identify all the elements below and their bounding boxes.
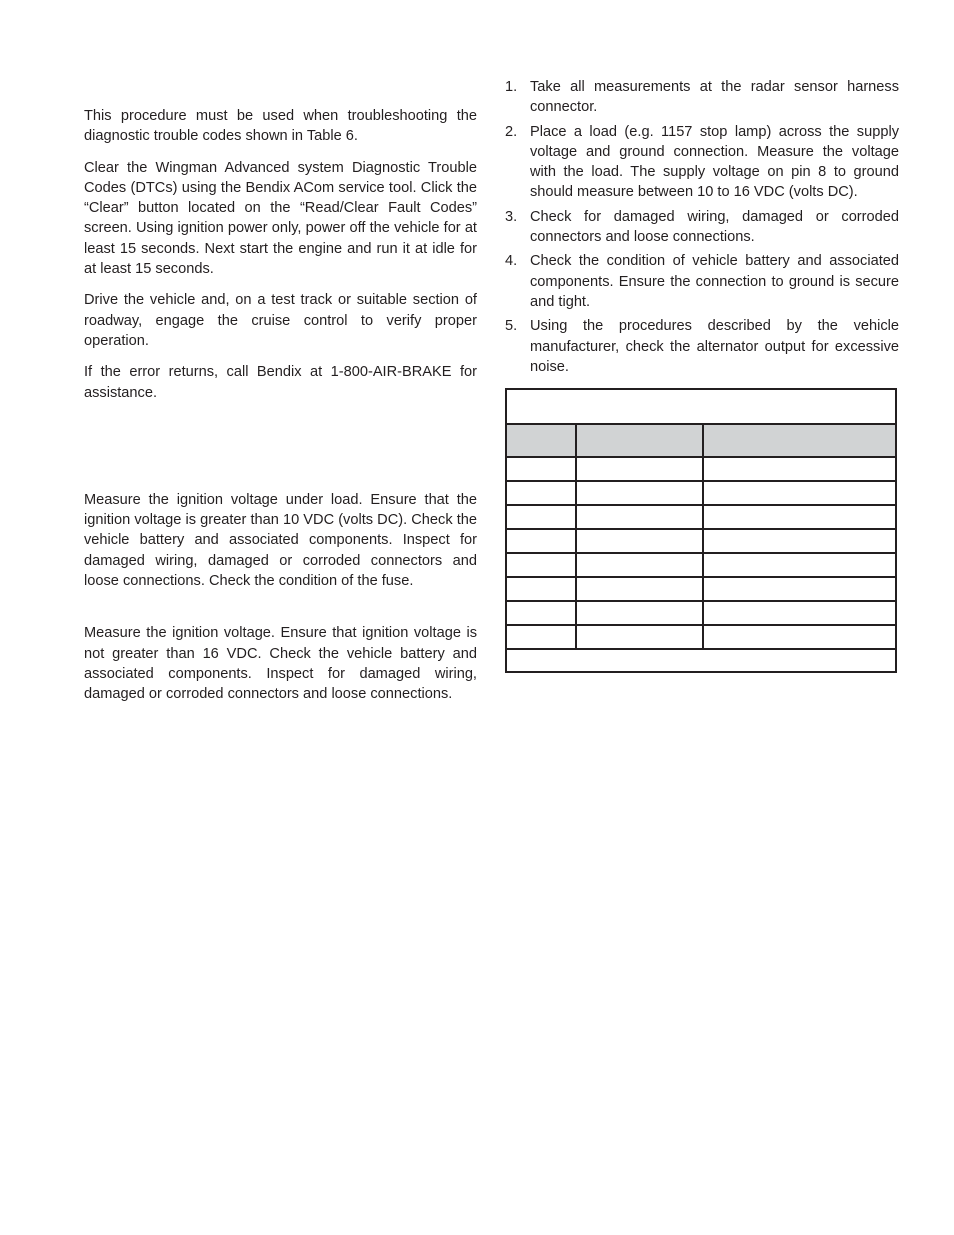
table-cell <box>704 530 895 552</box>
table-row <box>507 602 895 626</box>
clear-dtcs-paragraph: Clear the Wingman Advanced system Diagnostic Trouble Codes (DTCs) using the Bendix ACom service tool. Click the “Clear” button located on the “Read/Clear Fault Codes” screen. Using ignition power only, power off the vehicle for at least 15 seconds. Next start the engine and run it at idle for at least 15 seconds. <box>84 159 477 278</box>
table-cell <box>704 602 895 624</box>
procedure-step: 1. Take all measurements at the radar sensor harness connector. <box>505 79 899 116</box>
table-cell <box>704 578 895 600</box>
table-row <box>507 458 895 482</box>
procedure-step: 4. Check the condition of vehicle battery and associated components. Ensure the connection to ground is secure and tight. <box>505 253 899 310</box>
table-header-row <box>507 425 895 458</box>
table-header-cell <box>507 425 577 456</box>
procedure-step: 2. Place a load (e.g. 1157 stop lamp) across the supply voltage and ground connection. Measure the voltage with the load. The supply voltage on pin 8 to ground should measure between 10 to 16 VDC (volts DC). <box>505 123 899 201</box>
table-row <box>507 482 895 506</box>
table-cell <box>577 506 704 528</box>
table-cell <box>704 506 895 528</box>
low-voltage-paragraph: Measure the ignition voltage under load. Ensure that the ignition voltage is greater than 10 VDC (volts DC). Check the vehicle battery and associated components. Inspect for damaged wiring, damaged or corroded connectors and loose connections. Check the condition of the fuse. <box>84 491 477 590</box>
procedure-steps-list <box>504 77 899 377</box>
table-cell <box>507 578 577 600</box>
table-header-cell <box>577 425 704 456</box>
table-cell <box>577 458 704 480</box>
dtc-table <box>505 388 897 673</box>
table-row <box>507 554 895 578</box>
table-cell <box>704 626 895 648</box>
right-column <box>504 77 899 381</box>
intro-paragraph: This procedure must be used when troubleshooting the diagnostic trouble codes shown in Table 6. <box>84 108 477 145</box>
table-cell <box>577 602 704 624</box>
table-cell <box>704 482 895 504</box>
table-cell <box>577 482 704 504</box>
table-cell <box>507 602 577 624</box>
table-cell <box>704 458 895 480</box>
procedure-step: 5. Using the procedures described by the vehicle manufacturer, check the alternator output for excessive noise. <box>505 318 899 375</box>
table-cell <box>577 530 704 552</box>
table-cell <box>507 530 577 552</box>
table-header-cell <box>704 425 895 456</box>
table-footer <box>507 650 895 671</box>
table-cell <box>704 554 895 576</box>
table-cell <box>507 626 577 648</box>
call-bendix-paragraph: If the error returns, call Bendix at 1-800-AIR-BRAKE for assistance. <box>84 364 477 401</box>
high-voltage-paragraph: Measure the ignition voltage. Ensure that ignition voltage is not greater than 16 VDC. Check the vehicle battery and associated components. Inspect for damaged wiring, damaged or corroded connectors and loose connections. <box>84 625 477 703</box>
table-row <box>507 578 895 602</box>
table-cell <box>507 458 577 480</box>
table-title <box>507 390 895 425</box>
table-row <box>507 626 895 650</box>
table-cell <box>577 626 704 648</box>
table-cell <box>577 554 704 576</box>
table-row <box>507 530 895 554</box>
table-cell <box>577 578 704 600</box>
procedure-step: 3. Check for damaged wiring, damaged or corroded connectors and loose connections. <box>505 208 899 246</box>
table-cell <box>507 554 577 576</box>
table-row <box>507 506 895 530</box>
table-cell <box>507 482 577 504</box>
table-cell <box>507 506 577 528</box>
left-column <box>84 106 477 705</box>
drive-test-paragraph: Drive the vehicle and, on a test track or suitable section of roadway, engage the cruise control to verify proper operation. <box>84 292 477 349</box>
